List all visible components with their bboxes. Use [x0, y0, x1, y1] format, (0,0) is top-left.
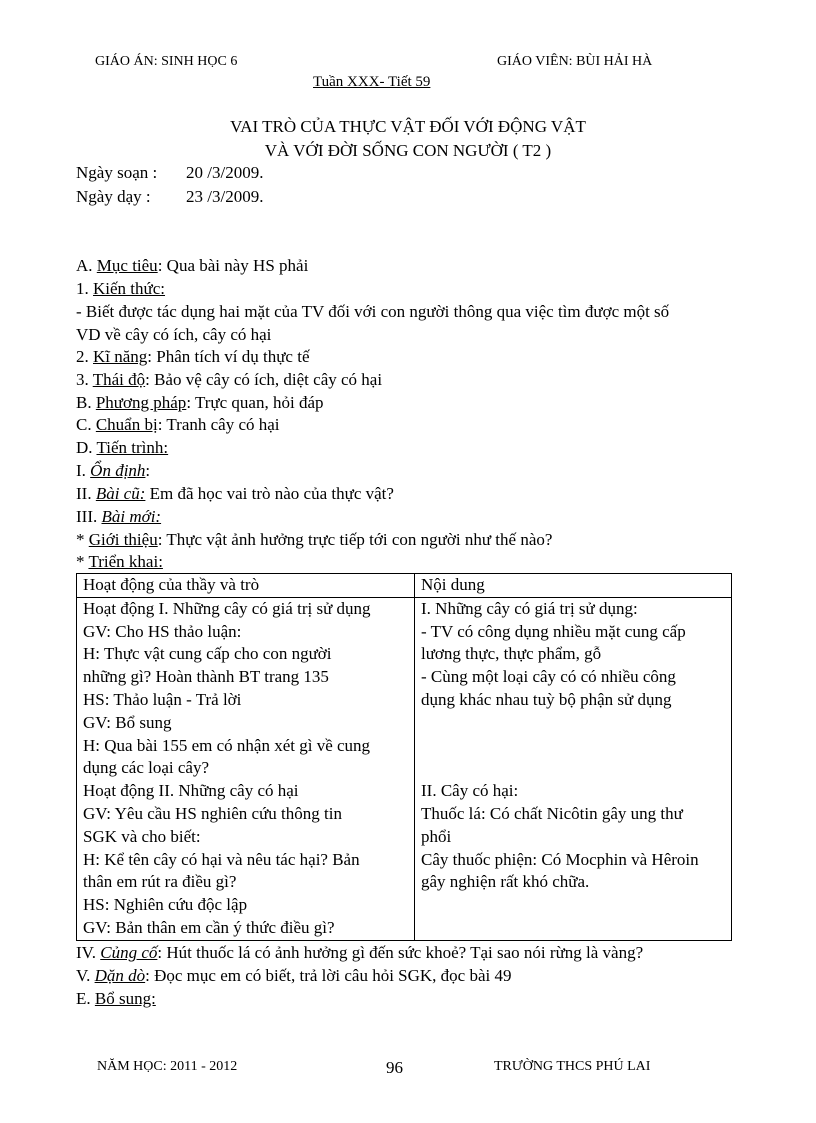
section-method-text: : Trực quan, hỏi đáp [186, 393, 324, 412]
table-cell-line: - TV có công dụng nhiều mặt cung cấp [421, 621, 686, 641]
section-introduction-label: Giới thiệu [88, 530, 158, 549]
content-cell [415, 597, 732, 940]
section-consolidation [76, 943, 643, 963]
section-stabilize-prefix: I. [76, 461, 91, 480]
table-cell-line: H: Qua bài 155 em có nhận xét gì về cung [83, 735, 371, 755]
table-cell-line [421, 894, 731, 917]
section-skills-text: : Phân tích ví dụ thực tế [147, 347, 310, 366]
section-process [76, 438, 168, 458]
knowledge-line-2: VD về cây có ích, cây có hại [76, 325, 272, 344]
section-a-prefix: A. [76, 256, 97, 275]
section-consolidation-prefix: IV. [76, 943, 101, 962]
section-introduction [76, 530, 552, 550]
section-a-label: Mục tiêu [96, 256, 158, 275]
section-method-label: Phương pháp [95, 393, 187, 412]
table-cell-line: II. Cây có hại: [421, 781, 519, 801]
table-cell-line: những gì? Hoàn thành BT trang 135 [83, 667, 329, 687]
title-line-1: VAI TRÒ CỦA THỰC VẬT ĐỐI VỚI ĐỘNG VẬT [230, 117, 586, 136]
section-old-lesson-text: Em đã học vai trò nào của thực vật? [145, 484, 394, 503]
date-taught [76, 187, 264, 207]
section-homework-prefix: V. [76, 966, 95, 985]
section-supplement-prefix: E. [76, 989, 95, 1008]
section-preparation-label: Chuẩn bị [95, 415, 158, 434]
date-prepared-label: Ngày soạn : [76, 163, 158, 182]
section-knowledge-prefix: 1. [76, 279, 93, 298]
table-cell-line: Thuốc lá: Có chất Nicôtin gây ung thư [421, 803, 683, 823]
table-cell-line: gây nghiện rất khó chữa. [421, 872, 590, 892]
date-prepared-value: 20 /3/2009. [186, 163, 264, 182]
table-cell-line: H: Thực vật cung cấp cho con người [83, 644, 332, 664]
section-attitude-label: Thái độ [92, 370, 146, 389]
section-introduction-prefix: * [76, 530, 89, 549]
section-deployment [76, 552, 163, 572]
table-cell-line: GV: Yêu cầu HS nghiên cứu thông tin [83, 803, 342, 823]
table-cell-line: HS: Nghiên cứu độc lập [83, 895, 248, 915]
table-cell-line: I. Những cây có giá trị sử dụng: [421, 598, 638, 618]
page-number: 96 [386, 1058, 403, 1077]
section-skills-prefix: 2. [76, 347, 93, 366]
table-header-content: Nội dung [415, 574, 732, 598]
date-prepared [76, 163, 264, 183]
section-method [76, 393, 324, 413]
section-homework-text: : Đọc mục em có biết, trả lời câu hỏi SGK, đọc bài 49 [145, 966, 512, 985]
section-homework-label: Dặn dò [94, 966, 146, 985]
section-skills-label: Kĩ năng [93, 347, 148, 366]
section-stabilize-label: Ổn định [90, 461, 146, 480]
section-homework [76, 966, 512, 986]
section-process-label: Tiến trình: [96, 438, 169, 457]
activities-cell [77, 597, 415, 940]
section-preparation-text: : Tranh cây có hại [157, 415, 280, 434]
table-cell-line [421, 757, 731, 780]
header-teacher: GIÁO VIÊN: BÙI HẢI HÀ [497, 54, 653, 69]
table-cell-line: GV: Bổ sung [83, 712, 172, 732]
knowledge-line-1: - Biết được tác dụng hai mặt của TV đối với con người thông qua việc tìm được một số [76, 302, 670, 321]
table-cell-line [421, 735, 731, 758]
table-cell-line: GV: Cho HS thảo luận: [83, 621, 242, 641]
table-cell-line: HS: Thảo luận - Trả lời [83, 689, 242, 709]
footer-school-year: NĂM HỌC: 2011 - 2012 [97, 1059, 238, 1074]
table-header-row [77, 574, 732, 598]
table-cell-line: Hoạt động II. Những cây có hại [83, 781, 299, 801]
table-cell-line: dụng khác nhau tuỳ bộ phận sử dụng [421, 689, 672, 709]
date-taught-label: Ngày dạy : [76, 187, 151, 206]
section-supplement [76, 989, 156, 1009]
table-header-activities: Hoạt động của thầy và trò [77, 574, 415, 598]
section-attitude [76, 370, 382, 390]
section-method-prefix: B. [76, 393, 96, 412]
section-knowledge [76, 279, 165, 299]
table-cell-line: Hoạt động I. Những cây có giá trị sử dụng [83, 598, 371, 618]
section-knowledge-label: Kiến thức: [93, 279, 166, 298]
section-skills [76, 347, 310, 367]
table-row [77, 597, 732, 940]
table-cell-line: dụng các loại cây? [83, 758, 210, 778]
section-attitude-text: : Bảo vệ cây có ích, diệt cây có hại [145, 370, 383, 389]
section-supplement-label: Bổ sung: [94, 989, 156, 1008]
section-consolidation-text: : Hút thuốc lá có ảnh hưởng gì đến sức khoẻ? Tại sao nói rừng là vàng? [157, 943, 644, 962]
table-cell-line [421, 917, 731, 940]
header-subject: GIÁO ÁN: SINH HỌC 6 [95, 54, 238, 69]
section-a-text: : Qua bài này HS phải [157, 256, 309, 275]
section-old-lesson-prefix: II. [76, 484, 96, 503]
table-cell-line: H: Kể tên cây có hại và nêu tác hại? Bản [83, 849, 360, 869]
section-new-lesson-label: Bài mới: [101, 507, 162, 526]
table-cell-line: Cây thuốc phiện: Có Mocphin và Hêroin [421, 849, 699, 869]
table-cell-line: GV: Bản thân em cần ý thức điều gì? [83, 917, 335, 937]
section-a [76, 256, 308, 276]
section-consolidation-label: Củng cố [100, 943, 158, 962]
date-taught-value: 23 /3/2009. [186, 187, 264, 206]
section-old-lesson [76, 484, 394, 504]
section-stabilize-text: : [145, 461, 151, 480]
section-process-prefix: D. [76, 438, 97, 457]
week-lesson: Tuần XXX- Tiết 59 [313, 74, 431, 90]
section-introduction-text: : Thực vật ảnh hưởng trực tiếp tới con người như thế nào? [157, 530, 553, 549]
section-preparation [76, 415, 280, 435]
table-cell-line [421, 712, 731, 735]
table-cell-line: phổi [421, 826, 452, 846]
section-deployment-prefix: * [76, 552, 89, 571]
section-new-lesson [76, 507, 161, 527]
table-cell-line: - Cùng một loại cây có có nhiều công [421, 667, 676, 687]
section-attitude-prefix: 3. [76, 370, 93, 389]
title-line-2: VÀ VỚI ĐỜI SỐNG CON NGƯỜI ( T2 ) [264, 141, 552, 160]
section-old-lesson-label: Bài cũ: [95, 484, 146, 503]
section-stabilize [76, 461, 150, 481]
footer-school-name: TRƯỜNG THCS PHÚ LAI [494, 1059, 651, 1074]
section-deployment-label: Triển khai: [88, 552, 163, 571]
table-cell-line: SGK và cho biết: [83, 826, 201, 846]
table-cell-line: thân em rút ra điều gì? [83, 872, 237, 892]
section-new-lesson-prefix: III. [76, 507, 102, 526]
lesson-table [76, 573, 732, 941]
section-preparation-prefix: C. [76, 415, 96, 434]
table-cell-line: lương thực, thực phẩm, gỗ [421, 644, 602, 664]
